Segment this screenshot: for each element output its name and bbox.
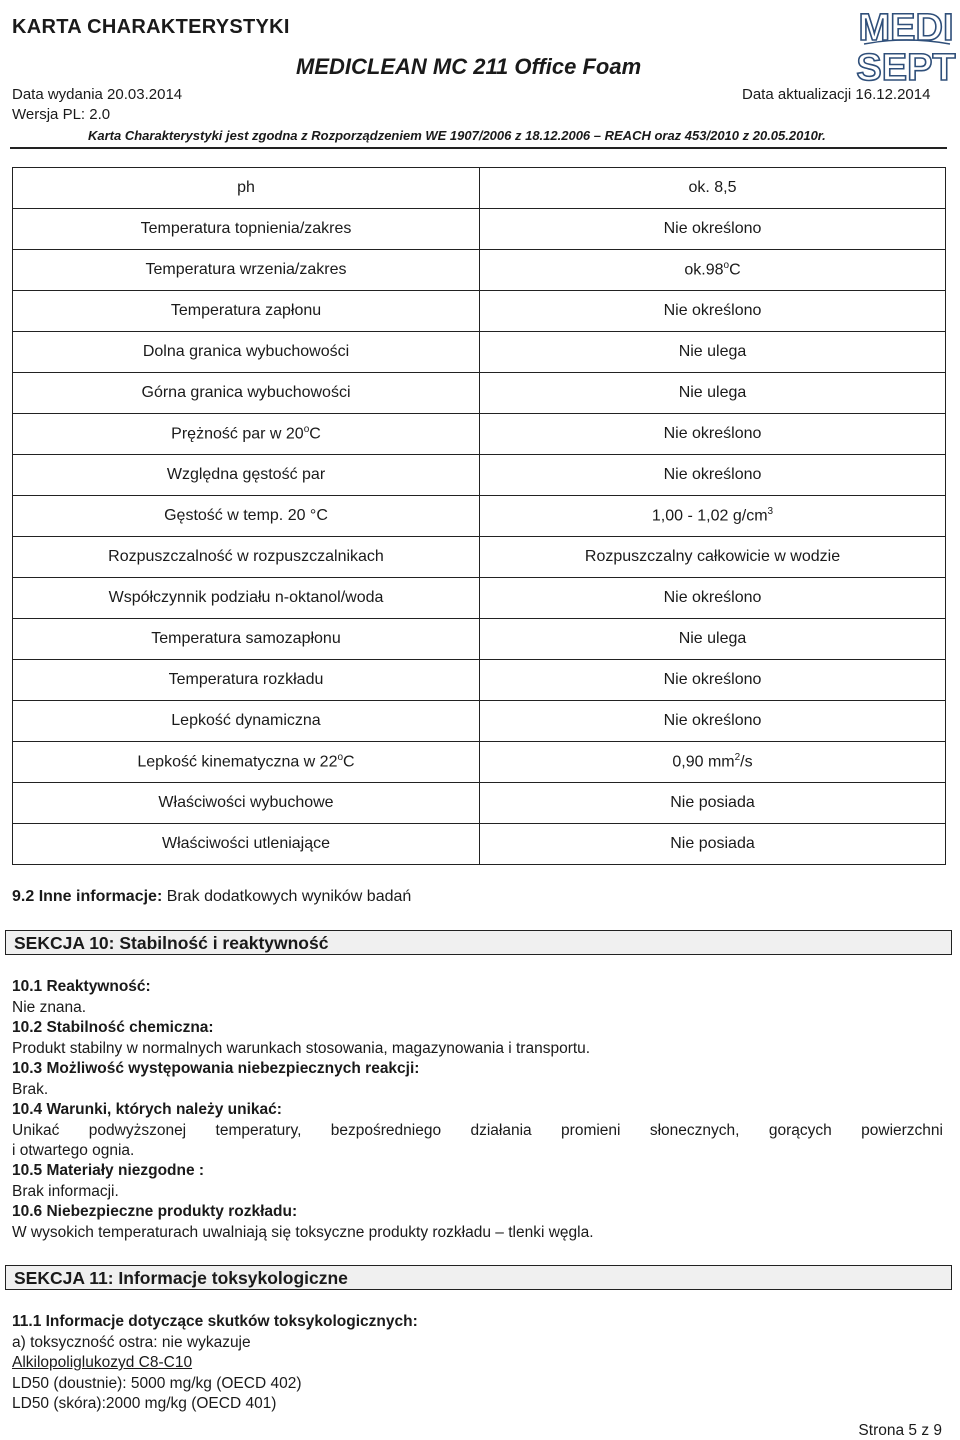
property-row: [13, 783, 946, 824]
ld50-skin: LD50 (skóra):2000 mg/kg (OECD 401): [12, 1395, 277, 1412]
issue-date: Data wydania 20.03.2014: [12, 86, 183, 103]
logo-text-bottom: SEPT: [856, 47, 956, 84]
property-value: Nie ulega: [480, 619, 946, 660]
property-row: [13, 537, 946, 578]
section-9-2-label: 9.2 Inne informacje:: [12, 888, 163, 905]
property-name: Prężność par w 20$^o$C: [13, 414, 480, 455]
property-name: Współczynnik podziału n-oktanol/woda: [13, 578, 480, 619]
property-name: Temperatura samozapłonu: [13, 619, 480, 660]
page-number: Strona 5 z 9: [858, 1422, 942, 1439]
sec10-3-heading: 10.3 Możliwość występowania niebezpiecznych reakcji:: [12, 1060, 420, 1077]
property-value: Nie określono: [480, 701, 946, 742]
sec11-1-text: a) toksyczność ostra: nie wykazuje: [12, 1334, 251, 1351]
property-value: Nie posiada: [480, 824, 946, 865]
property-value: Nie posiada: [480, 783, 946, 824]
property-row: [13, 701, 946, 742]
property-row: [13, 578, 946, 619]
substance-name: Alkilopoliglukozyd C8-C10: [12, 1354, 193, 1371]
property-row: [13, 742, 946, 783]
property-name: Temperatura zapłonu: [13, 291, 480, 332]
sec10-5-heading: 10.5 Materiały niezgodne :: [12, 1162, 205, 1179]
property-value: Nie określono: [480, 209, 946, 250]
sec10-6-heading: 10.6 Niebezpieczne produkty rozkładu:: [12, 1203, 298, 1220]
document-title: KARTA CHARAKTERYSTYKI: [12, 16, 290, 38]
property-value: Rozpuszczalny całkowicie w wodzie: [480, 537, 946, 578]
sec10-1-heading: 10.1 Reaktywność:: [12, 978, 151, 995]
property-name: Względna gęstość par: [13, 455, 480, 496]
property-value: 0,90 $mm^2/s$: [480, 742, 946, 783]
sec10-4-text-line2: i otwartego ognia.: [12, 1142, 135, 1159]
property-row: [13, 373, 946, 414]
regulation-note: Karta Charakterystyki jest zgodna z Rozporządzeniem WE 1907/2006 z 18.12.2006 – REACH oraz 453/2010 z 20.05.2010r.: [88, 128, 826, 143]
physical-properties-table: [12, 167, 946, 865]
property-row: [13, 168, 946, 209]
ld50-oral: LD50 (doustnie): 5000 mg/kg (OECD 402): [12, 1375, 302, 1392]
property-value: 1,00 - 1,02 $g/cm^3$: [480, 496, 946, 537]
section-9-2-text: Brak dodatkowych wyników badań: [166, 888, 412, 905]
property-row: [13, 619, 946, 660]
property-name: Właściwości utleniające: [13, 824, 480, 865]
property-name: Lepkość kinematyczna w 22$^o$C: [13, 742, 480, 783]
property-value: ok.98$^o$C: [480, 250, 946, 291]
header-divider: [10, 147, 947, 149]
property-name: Rozpuszczalność w rozpuszczalnikach: [13, 537, 480, 578]
property-value: Nie określono: [480, 660, 946, 701]
sec10-2-text: Produkt stabilny w normalnych warunkach stosowania, magazynowania i transportu.: [12, 1040, 591, 1057]
sec10-3-text: Brak.: [12, 1081, 49, 1098]
property-name: Właściwości wybuchowe: [13, 783, 480, 824]
property-value: Nie określono: [480, 291, 946, 332]
sec10-4-text-line1: Unikać podwyższonej temperatury, bezpośredniego działania promieni słonecznych, gorących powierzchni: [12, 1122, 943, 1139]
sec10-4-heading: 10.4 Warunki, których należy unikać:: [12, 1101, 282, 1118]
section-11-heading: SEKCJA 11: Informacje toksykologiczne: [5, 1265, 952, 1290]
property-name: Gęstość w temp. 20 °C: [13, 496, 480, 537]
sec10-1-text: Nie znana.: [12, 999, 87, 1016]
property-value: Nie określono: [480, 578, 946, 619]
property-name: ph: [13, 168, 480, 209]
property-value: Nie ulega: [480, 373, 946, 414]
version: Wersja PL: 2.0: [12, 106, 111, 123]
property-row: [13, 455, 946, 496]
property-row: [13, 660, 946, 701]
property-row: [13, 209, 946, 250]
logo-text-top: MEDI: [858, 7, 954, 49]
property-name: Temperatura topnienia/zakres: [13, 209, 480, 250]
sec10-2-heading: 10.2 Stabilność chemiczna:: [12, 1019, 214, 1036]
section-10-heading: SEKCJA 10: Stabilność i reaktywność: [5, 930, 952, 955]
product-name: MEDICLEAN MC 211 Office Foam: [296, 54, 642, 79]
update-date: Data aktualizacji 16.12.2014: [742, 86, 931, 103]
property-row: [13, 332, 946, 373]
property-row: [13, 824, 946, 865]
property-row: [13, 250, 946, 291]
property-value: Nie określono: [480, 414, 946, 455]
sec10-5-text: Brak informacji.: [12, 1183, 119, 1200]
property-value: ok. 8,5: [480, 168, 946, 209]
property-name: Górna granica wybuchowości: [13, 373, 480, 414]
property-row: [13, 291, 946, 332]
property-value: Nie ulega: [480, 332, 946, 373]
sec10-6-text: W wysokich temperaturach uwalniają się toksyczne produkty rozkładu – tlenki węgla.: [12, 1224, 594, 1241]
property-name: Temperatura wrzenia/zakres: [13, 250, 480, 291]
property-value: Nie określono: [480, 455, 946, 496]
sec11-1-heading: 11.1 Informacje dotyczące skutków toksykologicznych:: [12, 1313, 418, 1330]
section-9-2: [12, 888, 411, 906]
property-name: Lepkość dynamiczna: [13, 701, 480, 742]
property-row: [13, 496, 946, 537]
property-name: Temperatura rozkładu: [13, 660, 480, 701]
medisept-logo: [856, 0, 956, 84]
property-name: Dolna granica wybuchowości: [13, 332, 480, 373]
property-row: [13, 414, 946, 455]
